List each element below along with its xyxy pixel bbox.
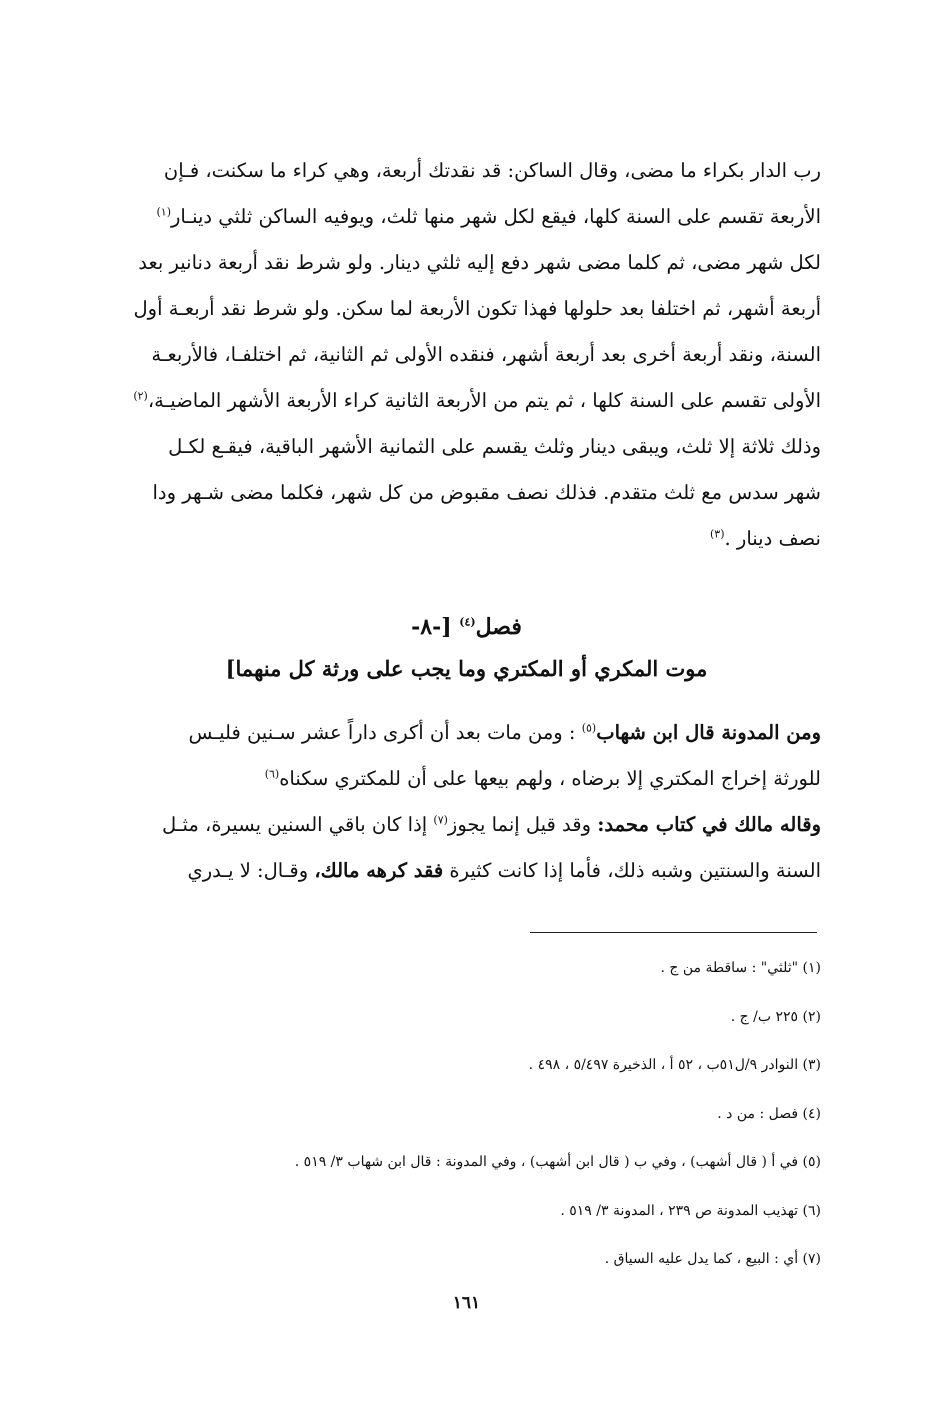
note-mark-3: (٣) <box>710 527 725 541</box>
footnote-7: (٧) أي : البيع ، كما يدل عليه السياق . <box>604 1251 821 1267</box>
body-line-4: أربعة أشهر، ثم اختلفا بعد حلولها فهذا تكون الأربعة لما سكن. ولو شرط نقد أربعـة أول <box>133 297 821 320</box>
footnote-6: (٦) تهذيب المدونة ص ٢٣٩ ، المدونة ٣/ ٥١٩ . <box>560 1202 821 1219</box>
footnote-1: (١) "ثلثي" : ساقطة من ج . <box>660 960 821 976</box>
footnote-5: (٥) في أ ( قال أشهب) ، وفي ب ( قال ابن أشهب) ، وفي المدونة : قال ابن شهاب ٣/ ٥١٩ . <box>294 1154 821 1170</box>
page-number: ١٦١ <box>452 1293 481 1313</box>
footnote-divider <box>530 932 817 933</box>
footnote-3: (٣) النوادر ٩/ل٥١ب ، ٥٢ أ ، الذخيرة ٥/٤٩٧ ، ٤٩٨ . <box>528 1057 821 1073</box>
heading-word: فصل <box>475 614 522 640</box>
footnote-2: (٢) ٢٢٥ ب/ ج . <box>730 1008 821 1025</box>
note-mark-6: (٦) <box>264 767 280 781</box>
section-heading-number <box>0 614 933 640</box>
body-line-2: الأربعة تقسم على السنة كلها، فيقع لكل شهر منها ثلث، ويوفيه الساكن ثلثي دينـار$^{(١)}$ <box>156 205 821 228</box>
body-line-8: شهر سدس مع ثلث متقدم. فذلك نصف مقبوض من كل شهر، فكلما مضى شـهر ودا <box>152 481 821 504</box>
source-label: ومن المدونة قال ابن شهاب <box>596 721 821 744</box>
section-line-1: ومن المدونة قال ابن شهاب$^{(٥)}$ : ومن مات بعد أن أكرى داراً عشر سـنين فليـس <box>188 721 821 744</box>
source-label-2: وقاله مالك في كتاب محمد: <box>597 813 821 836</box>
body-line-6: الأولى تقسم على السنة كلها ، ثم يتم من الأربعة الثانية كراء الأربعة الأشهر الماضيـة،$^{(٢)}$ <box>133 389 821 412</box>
emphasis: فقد كرهه مالك، <box>314 859 444 882</box>
footnote-4: (٤) فصل : من د . <box>717 1105 821 1122</box>
body-line-1: رب الدار بكراء ما مضى، وقال الساكن: قد نقدتك أربعة، وهي كراء ما سكنت، فـإن <box>163 159 821 182</box>
section-text <box>106 710 821 894</box>
body-line-3: لكل شهر مضى، ثم كلما مضى شهر دفع إليه ثلثي دينار. ولو شرط نقد أربعة دنانير بعد <box>138 251 821 274</box>
body-line-7: وذلك ثلاثة إلا ثلث، ويبقى دينار وثلث يقسم على الثمانية الأشهر الباقية، فيقـع لكـل <box>168 435 821 458</box>
heading-number: [-٨- <box>411 614 452 640</box>
section-line-3: وقاله مالك في كتاب محمد: وقد قيل إنما يجوز$^{(٧)}$ إذا كان باقي السنين يسيرة، مثـل <box>162 813 821 836</box>
section-line-2: للورثة إخراج المكتري إلا برضاه ، ولهم بيعها على أن للمكتري سكناه$^{(٦)}$ <box>264 767 821 790</box>
body-line-9: نصف دينار .$^{(٣)}$ <box>710 527 821 550</box>
footnotes <box>106 944 821 1284</box>
note-mark-5: (٥) <box>581 721 597 735</box>
note-mark-1: (١) <box>156 205 172 219</box>
note-mark-7: (٧) <box>433 813 448 827</box>
heading-note-mark: (٤) <box>459 615 476 629</box>
note-mark-2: (٢) <box>133 389 148 403</box>
body-text <box>106 148 821 562</box>
section-line-4: السنة والسنتين وشبه ذلك، فأما إذا كانت كثيرة فقد كرهه مالك، وقـال: لا يـدري <box>187 859 821 882</box>
section-heading-title: موت المكري أو المكتري وما يجب على ورثة كل منهما] <box>225 656 708 681</box>
body-line-5: السنة، ونقد أربعة أخرى بعد أربعة أشهر، فنقده الأولى ثم الثانية، ثم اختلفـا، فالأربعـة <box>151 343 821 366</box>
